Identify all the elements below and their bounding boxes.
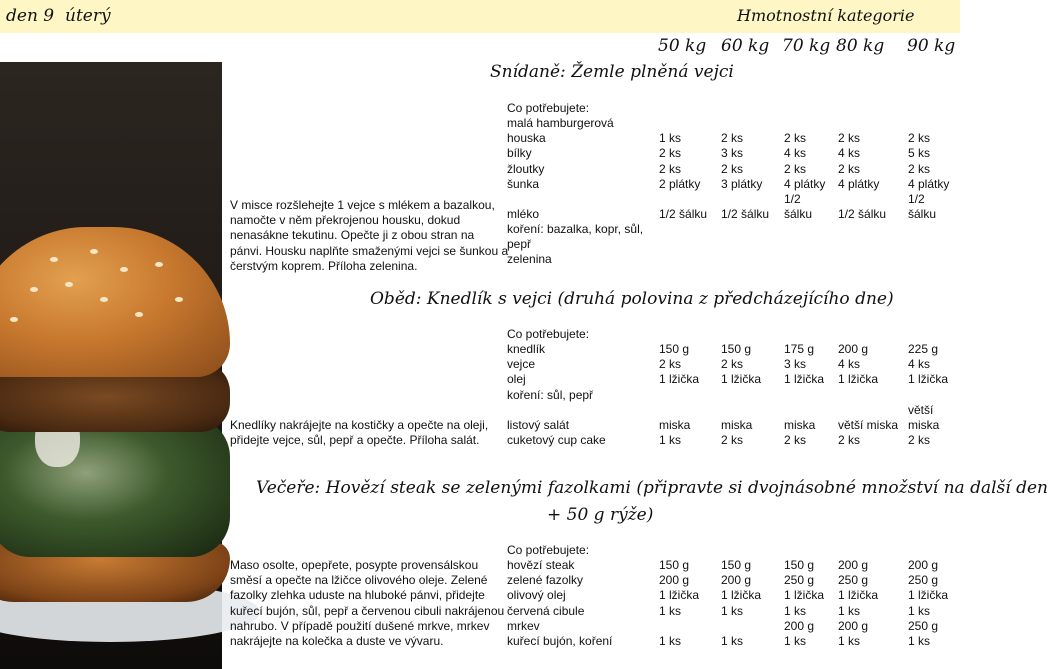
ingredient-amount: 3 plátky: [721, 176, 763, 191]
instruction-line: nenasákne tekutinu. Opečte ji z obou stran na: [230, 228, 475, 243]
ingredient-amount: 1 ks: [659, 433, 682, 447]
ingredient-amount: 150 g: [784, 558, 815, 572]
day-number: den 9: [6, 6, 55, 26]
instruction-line: namočte v něm překrojenou housku, dokud: [230, 213, 461, 228]
ingredient-amount: 2 ks: [721, 433, 744, 447]
instruction-line: čerstvým koprem. Příloha zelenina.: [230, 258, 418, 273]
lunch-needs-label: Co potřebujete:: [507, 327, 590, 341]
ingredient-amount: 2 plátky: [659, 176, 701, 191]
ingredient-amount: 1/2 šálku: [838, 207, 887, 222]
ingredient-amount: 3 ks: [721, 146, 744, 161]
ingredient-amount: 150 g: [659, 558, 690, 572]
weight-category-title: Hmotnostní kategorie: [737, 6, 915, 25]
ingredient-name: malá hamburgerová: [507, 116, 614, 130]
dinner-needs-label: Co potřebujete:: [507, 543, 590, 557]
ingredient-name: cuketový cup cake: [507, 433, 606, 447]
ingredient-amount: 4 plátky: [784, 176, 826, 191]
ingredient-amount: 225 g: [908, 342, 939, 356]
dinner-title-line2: + 50 g rýže): [547, 505, 654, 525]
weight-50: 50 kg: [658, 36, 707, 56]
weight-60: 60 kg: [721, 36, 770, 56]
ingredient-amount: 1 ks: [838, 634, 861, 648]
instruction-line: fazolky zlehka uduste na hluboké pánvi, přidejte: [230, 588, 485, 603]
instruction-line: směsí a opečte na lžičce olivového oleje. Zelené: [230, 573, 488, 588]
breakfast-needs-label: Co potřebujete:: [507, 101, 590, 115]
ingredient-amount: 2 ks: [721, 161, 744, 176]
ingredient-name: bílky: [507, 146, 532, 161]
ingredient-name: žloutky: [507, 161, 545, 176]
ingredient-amount: 2 ks: [784, 433, 807, 447]
ingredient-amount: miska: [659, 418, 691, 433]
weight-70: 70 kg: [782, 36, 831, 56]
ingredient-amount: 1 lžička: [659, 588, 700, 603]
ingredient-name: mrkev: [507, 618, 540, 633]
instruction-line: přidejte vejce, sůl, pepř a opečte. Příloha salát.: [230, 433, 480, 448]
ingredient-amount: 200 g: [721, 573, 752, 588]
ingredient-amount: miska: [784, 418, 816, 433]
ingredient-amount: 200 g: [784, 618, 815, 633]
ingredient-amount: 4 plátky: [908, 176, 950, 191]
ingredient-amount: 1/2: [908, 192, 925, 206]
ingredient-name: hovězí steak: [507, 558, 575, 572]
ingredient-name: vejce: [507, 357, 536, 372]
ingredient-amount: 2 ks: [721, 131, 744, 146]
ingredient-amount: 4 ks: [838, 357, 861, 372]
ingredient-amount: 1 lžička: [721, 372, 762, 387]
ingredient-name: olej: [507, 372, 526, 387]
ingredient-name: koření: bazalka, kopr, sůl,: [507, 222, 644, 236]
ingredient-amount: 150 g: [721, 558, 752, 572]
ingredient-amount: 200 g: [659, 573, 690, 588]
ingredient-name: pepř: [507, 237, 532, 252]
ingredient-amount: 200 g: [908, 558, 939, 572]
ingredient-amount: 175 g: [784, 342, 815, 356]
ingredient-name: červená cibule: [507, 603, 585, 618]
ingredient-name: zelenina: [507, 252, 552, 267]
ingredient-amount: 2 ks: [908, 433, 931, 447]
ingredient-name: mléko: [507, 207, 540, 222]
instruction-line: V misce rozšlehejte 1 vejce s mlékem a bazalkou,: [230, 198, 495, 212]
weight-90: 90 kg: [907, 36, 956, 56]
ingredient-amount: 1 ks: [721, 603, 744, 618]
ingredient-amount: 1 ks: [908, 603, 931, 618]
ingredient-amount: 1 lžička: [908, 372, 949, 387]
ingredient-amount: 1 lžička: [908, 588, 949, 603]
ingredient-amount: 2 ks: [908, 161, 931, 176]
day-name: úterý: [65, 6, 111, 26]
ingredient-name: kuřecí bujón, koření: [507, 634, 613, 648]
ingredient-amount: 1 lžička: [721, 588, 762, 603]
ingredient-amount: 1 ks: [659, 634, 682, 648]
ingredient-amount: 1/2 šálku: [721, 207, 770, 222]
ingredient-amount: 2 ks: [659, 146, 682, 161]
lunch-title: Oběd: Knedlík s vejci (druhá polovina z předcházejícího dne): [370, 289, 894, 309]
breakfast-title: Snídaně: Žemle plněná vejci: [490, 62, 734, 82]
bun-top-shape: [0, 227, 230, 377]
ingredient-amount: 2 ks: [908, 131, 931, 146]
ingredient-amount: 5 ks: [908, 146, 931, 161]
ingredient-amount: 4 ks: [784, 146, 807, 161]
ingredient-amount: 1 ks: [659, 603, 682, 618]
ingredient-amount: větší miska: [838, 418, 899, 433]
ingredient-amount: 2 ks: [838, 433, 861, 447]
ingredient-amount: 1 ks: [784, 634, 807, 648]
ingredient-amount: 250 g: [908, 573, 939, 588]
ingredient-amount: šálku: [908, 207, 937, 222]
ingredient-amount: 1 ks: [659, 131, 682, 146]
instruction-line: Maso osolte, opepřete, posypte provensálskou: [230, 558, 479, 572]
ingredient-amount: miska: [908, 418, 940, 433]
ingredient-name: olivový olej: [507, 588, 566, 603]
ingredient-amount: 4 ks: [838, 146, 861, 161]
ingredient-amount: větší: [908, 403, 934, 417]
ingredient-name: knedlík: [507, 342, 546, 356]
ingredient-amount: 1 lžička: [784, 588, 825, 603]
instruction-line: kuřecí bujón, sůl, pepř a červenou cibuli nakrájenou: [230, 603, 505, 618]
instruction-line: nakrájejte na kolečka a duste ve vývaru.: [230, 634, 444, 648]
ingredient-amount: 1 lžička: [838, 372, 879, 387]
ingredient-amount: 1 lžička: [838, 588, 879, 603]
ingredient-name: houska: [507, 131, 546, 146]
ingredient-amount: 4 plátky: [838, 176, 880, 191]
ingredient-amount: miska: [721, 418, 753, 433]
ingredient-amount: 1 lžička: [659, 372, 700, 387]
ingredient-amount: 200 g: [838, 618, 869, 633]
ingredient-amount: 1 ks: [784, 603, 807, 618]
instruction-line: nahrubo. V případě použití dušené mrkve, mrkev: [230, 618, 490, 633]
ingredient-amount: 2 ks: [659, 161, 682, 176]
ingredient-amount: 4 ks: [908, 357, 931, 372]
dinner-title-line1: Večeře: Hovězí steak se zelenými fazolkami (připravte si dvojnásobné množství na další den: [256, 478, 1048, 498]
ingredient-amount: 2 ks: [721, 357, 744, 372]
ingredient-amount: 200 g: [838, 342, 869, 356]
ingredient-amount: 2 ks: [838, 161, 861, 176]
ingredient-amount: 250 g: [784, 573, 815, 588]
ingredient-amount: 2 ks: [838, 131, 861, 146]
ingredient-amount: 150 g: [659, 342, 690, 356]
ingredient-amount: 1/2: [784, 192, 801, 206]
ingredient-amount: 250 g: [908, 618, 939, 633]
ingredient-name: šunka: [507, 176, 540, 191]
ingredient-name: koření: sůl, pepř: [507, 387, 594, 402]
ingredient-amount: 250 g: [838, 573, 869, 588]
ingredient-amount: 1 ks: [838, 603, 861, 618]
ingredient-name: listový salát: [507, 418, 570, 433]
burger-photo: [0, 62, 222, 669]
ingredient-amount: 2 ks: [784, 131, 807, 146]
ingredient-amount: 1 ks: [908, 634, 931, 648]
instruction-line: pánvi. Housku naplňte smaženými vejci se šunkou a: [230, 243, 509, 258]
ingredient-amount: 1 lžička: [784, 372, 825, 387]
ingredient-name: zelené fazolky: [507, 573, 584, 588]
ingredient-amount: 1/2 šálku: [659, 207, 708, 222]
ingredient-amount: 200 g: [838, 558, 869, 572]
weight-80: 80 kg: [836, 36, 885, 56]
ingredient-amount: 150 g: [721, 342, 752, 356]
instruction-line: Knedlíky nakrájejte na kostičky a opečte na oleji,: [230, 418, 489, 432]
ingredient-amount: 3 ks: [784, 357, 807, 372]
ingredient-amount: šálku: [784, 207, 813, 222]
ingredient-amount: 2 ks: [659, 357, 682, 372]
ingredient-amount: 2 ks: [784, 161, 807, 176]
ingredient-amount: 1 ks: [721, 634, 744, 648]
